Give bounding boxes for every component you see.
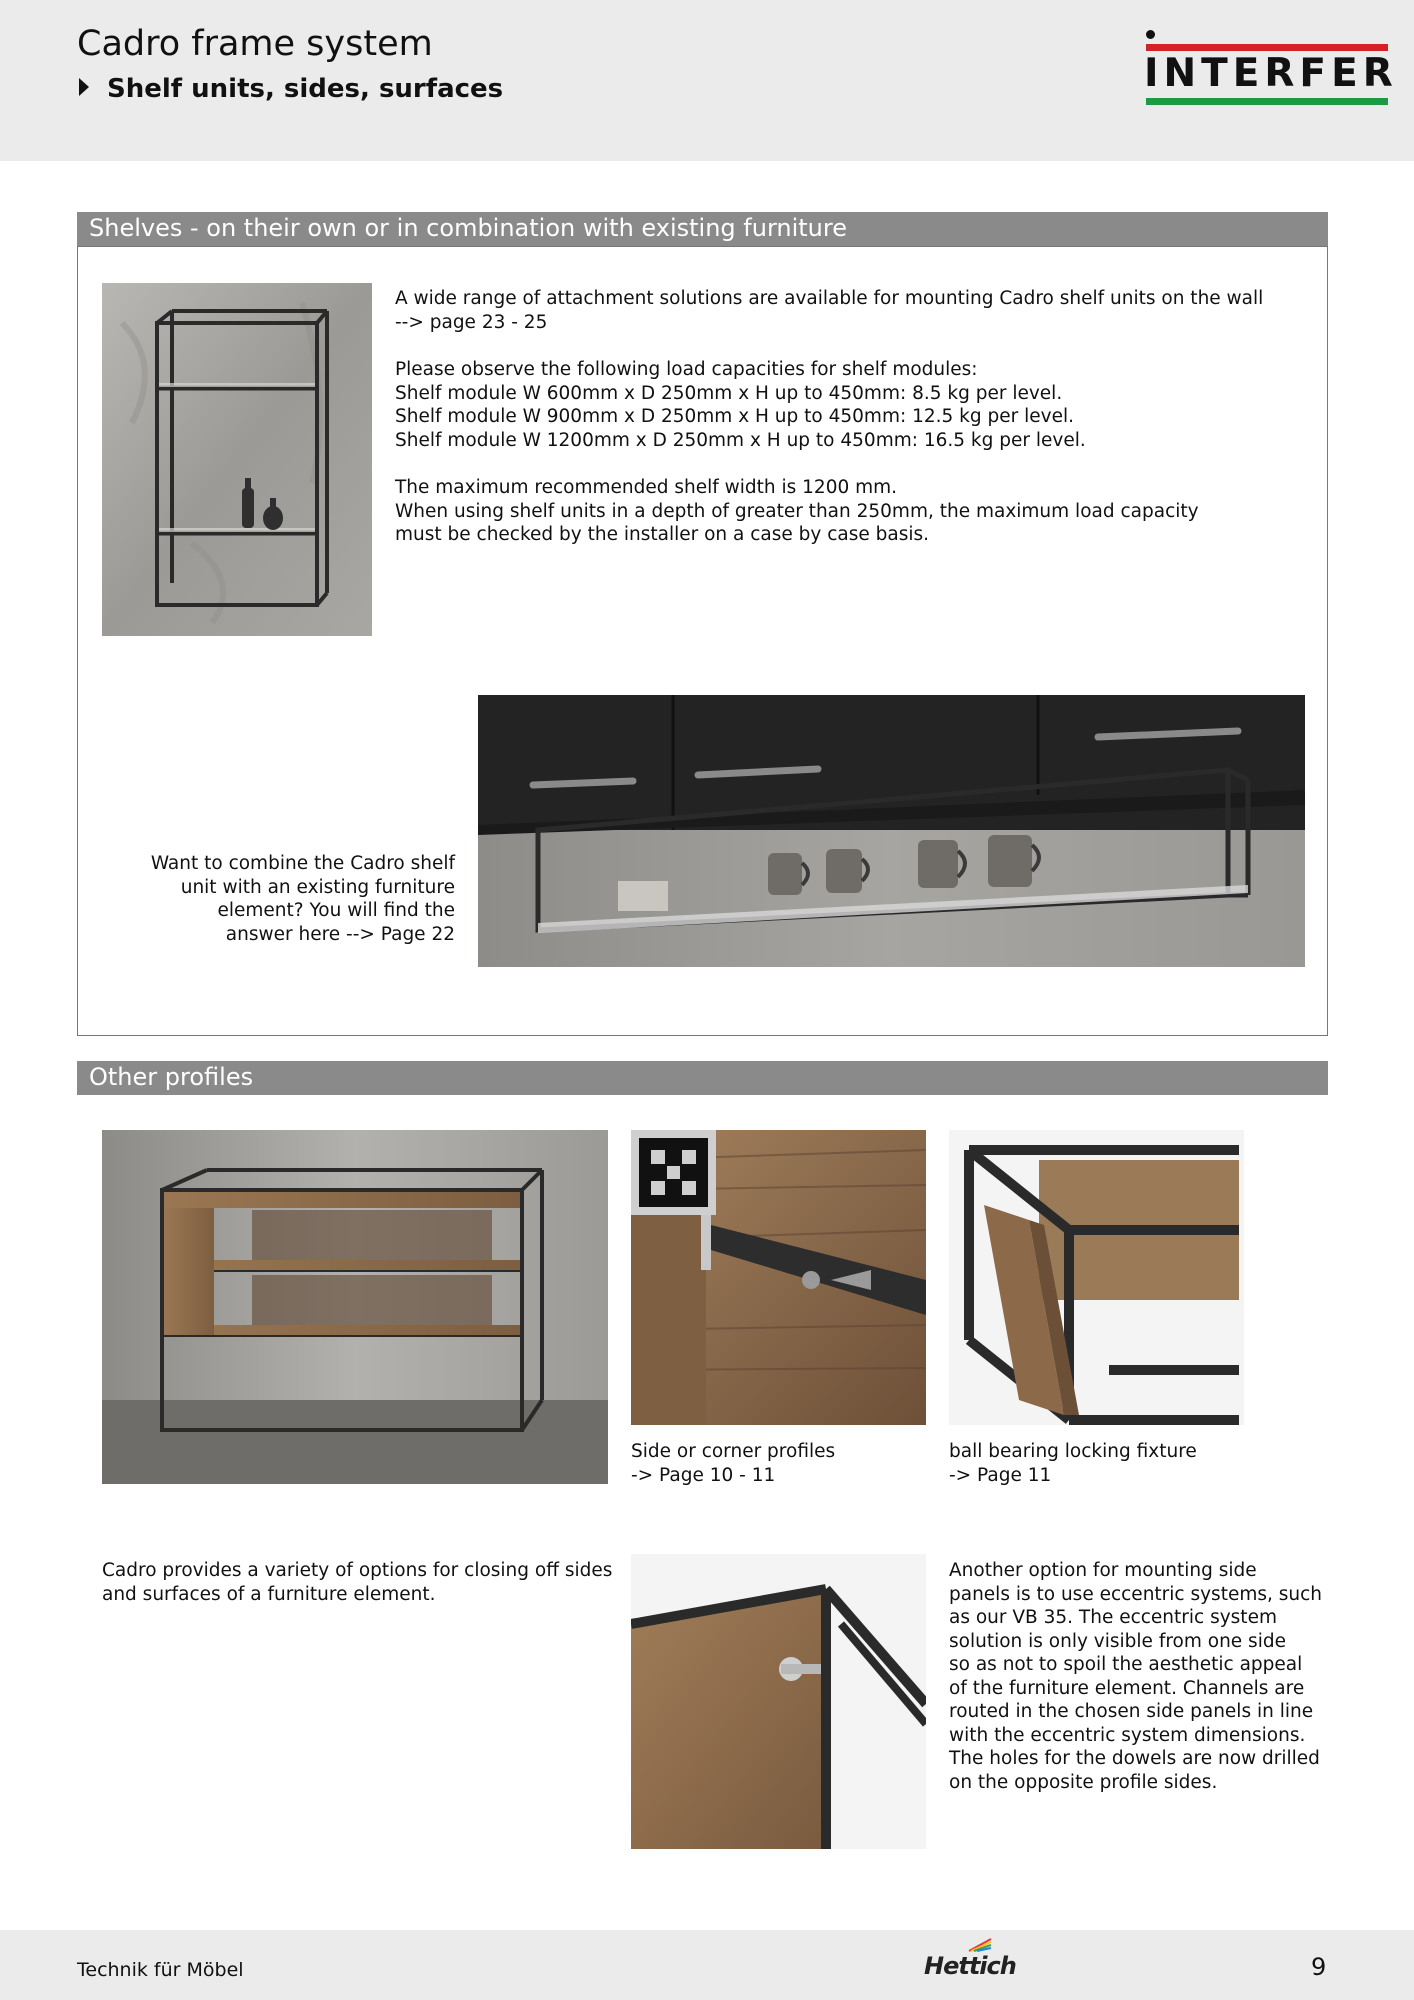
logo-text: INTERFER — [1144, 51, 1398, 96]
closing-options-text: Cadro provides a variety of options for closing off sides and surfaces of a furniture element. — [102, 1560, 613, 1605]
logo-red-stripe — [1146, 44, 1388, 51]
page-number: 9 — [1311, 1953, 1327, 1981]
footer-tagline: Technik für Möbel — [77, 1959, 244, 1981]
ball-bearing-fixture-image — [949, 1130, 1244, 1425]
kitchen-shelf-image — [478, 695, 1305, 967]
combine-furniture-text: Want to combine the Cadro shelf unit with an existing furniture element? You will find the answer here --> Page 22 — [150, 853, 455, 945]
caption-ball-bearing-fixture: ball bearing locking fixture -> Page 11 — [949, 1441, 1197, 1486]
footer-brand-logo: Hettich — [924, 1952, 1016, 1980]
section-shelves-title: Shelves - on their own or in combination with existing furniture — [77, 212, 1328, 246]
wall-shelf-image — [102, 283, 372, 636]
page-subtitle-text: Shelf units, sides, surfaces — [107, 74, 504, 104]
load-capacity-paragraph: Please observe the following load capacities for shelf modules: Shelf module W 600mm x D 250mm x H up to 450mm: 8.5 kg per level. Shelf module W 900mm x D 250mm x H up to 450mm: 12.5 kg per level. Shelf module W 1200mm x D 250mm x H up to 450mm: 16.5 kg per level. — [395, 359, 1086, 451]
section-other-profiles-title: Other profiles — [77, 1061, 1328, 1095]
caption-side-corner-profiles: Side or corner profiles -> Page 10 - 11 — [631, 1441, 836, 1486]
interfer-logo — [1142, 30, 1398, 106]
logo-dot — [1146, 30, 1155, 39]
page-title: Cadro frame system — [77, 24, 433, 64]
sideboard-image — [102, 1130, 608, 1484]
corner-profile-image — [631, 1130, 926, 1425]
caret-right-icon — [79, 78, 89, 96]
mounting-paragraph: A wide range of attachment solutions are available for mounting Cadro shelf units on the wall --> page 23 - 25 — [395, 288, 1264, 333]
page-subtitle — [79, 74, 503, 104]
eccentric-system-text: Another option for mounting side panels is to use eccentric systems, such as our VB 35. The eccentric system solution is only visible from one side so as not to spoil the aesthetic appeal of the furniture element. Channels are routed in the chosen side panels in line with the eccentric system dimensions. The holes for the dowels are now drilled on the opposite profile sides. — [949, 1560, 1323, 1793]
max-width-paragraph: The maximum recommended shelf width is 1200 mm. When using shelf units in a depth of greater than 250mm, the maximum load capacity must be checked by the installer on a case by case basis. — [395, 477, 1199, 545]
logo-green-stripe — [1146, 98, 1388, 105]
eccentric-system-image — [631, 1554, 926, 1849]
hettich-logo-stripes — [967, 1936, 993, 1952]
